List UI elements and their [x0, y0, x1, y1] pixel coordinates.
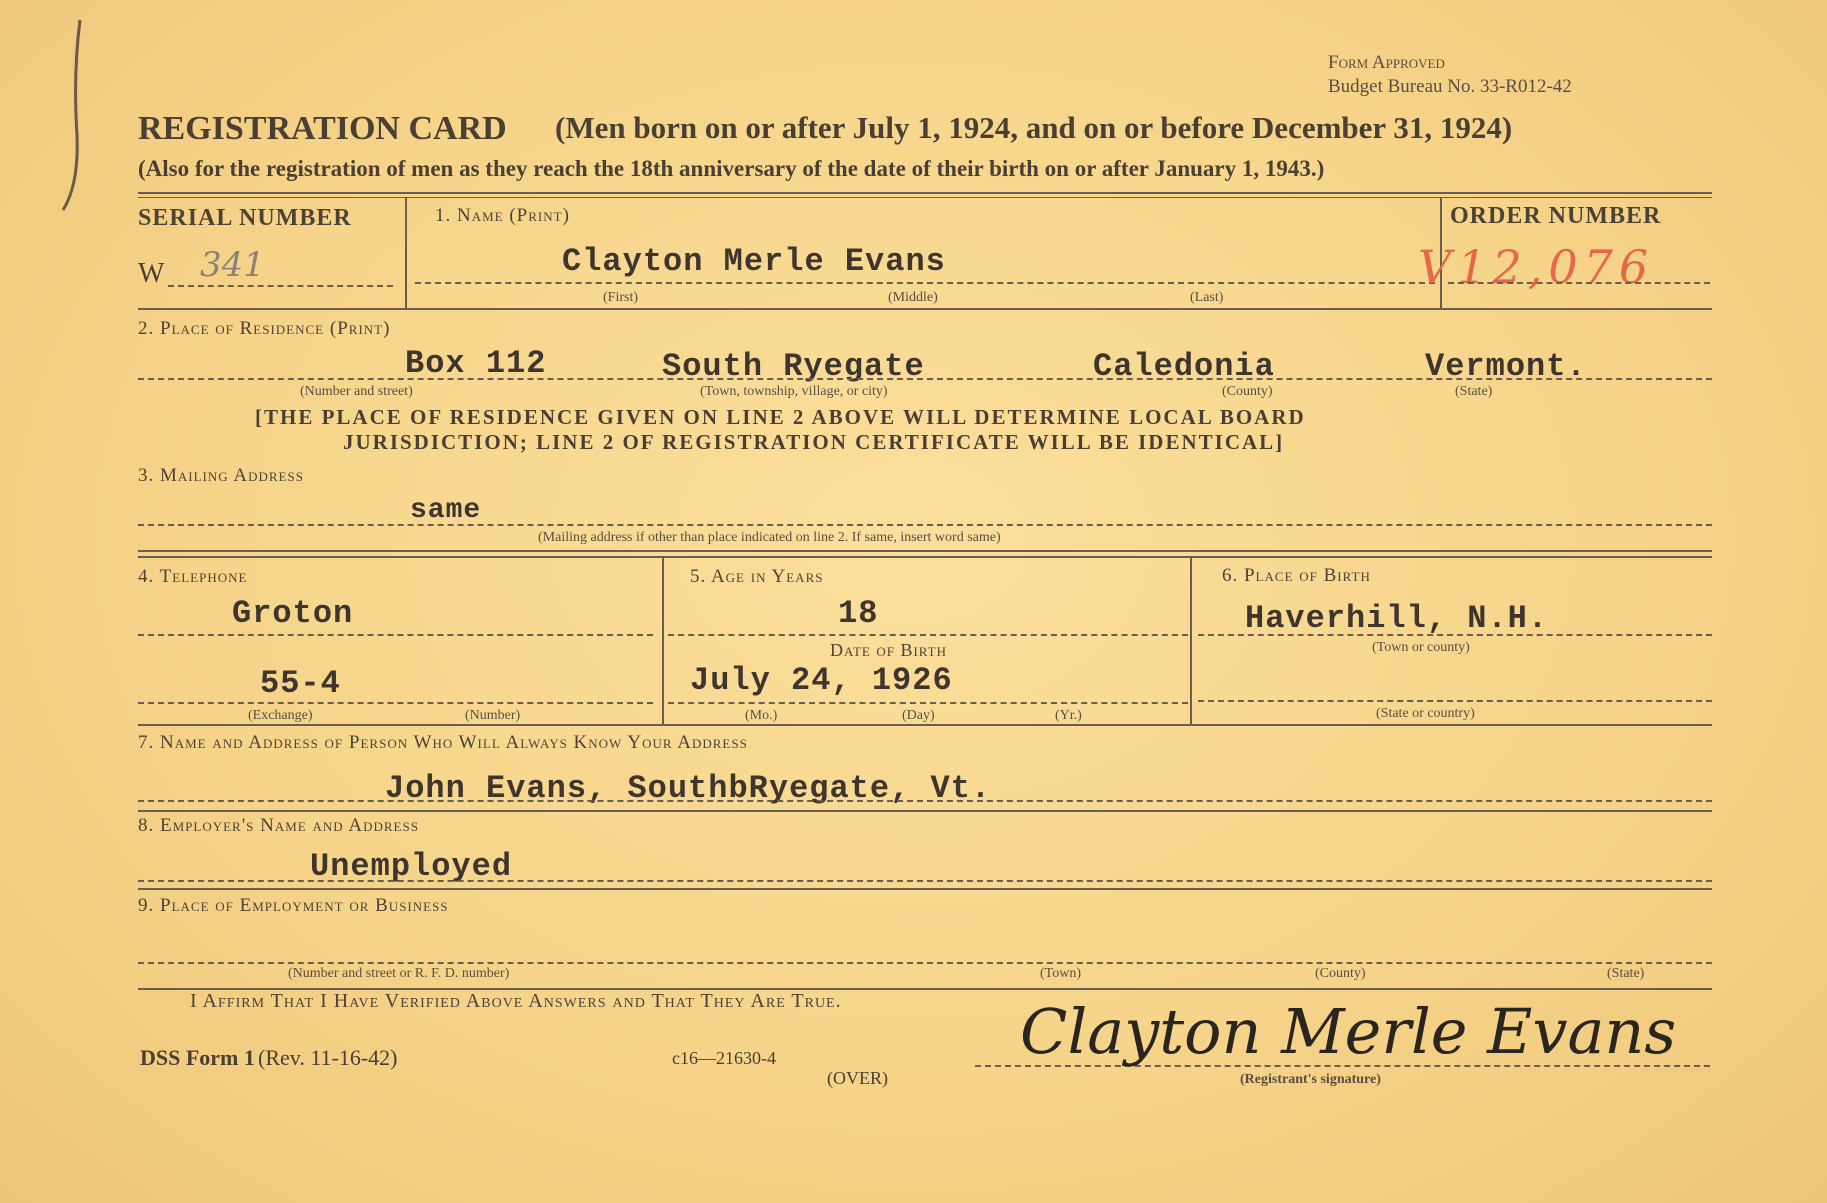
telephone-exchange-caption: (Exchange)	[248, 708, 313, 723]
order-line	[1448, 282, 1710, 284]
employer-label: 8. Employer's Name and Address	[138, 815, 419, 836]
employer-value: Unemployed	[310, 848, 513, 885]
telephone-number: 55-4	[260, 665, 341, 702]
contact-label: 7. Name and Address of Person Who Will Always Know Your Address	[138, 732, 748, 753]
dob-month-caption: (Mo.)	[745, 708, 778, 723]
employment-county-caption: (County)	[1315, 966, 1366, 981]
telephone-label: 4. Telephone	[138, 566, 248, 587]
name-line	[415, 282, 1435, 284]
birthplace-value: Haverhill, N.H.	[1245, 600, 1549, 637]
rule	[138, 724, 1712, 726]
serial-line	[168, 285, 393, 287]
dob-day-caption: (Day)	[902, 708, 935, 723]
jurisdiction-notice-2: JURISDICTION; LINE 2 OF REGISTRATION CERTIFICATE WILL BE IDENTICAL]	[343, 430, 1285, 454]
residence-street: Box 112	[405, 345, 547, 382]
dob-value: July 24, 1926	[690, 662, 953, 699]
signature-caption: (Registrant's signature)	[1240, 1072, 1381, 1087]
registrant-signature: Clayton Merle Evans	[1020, 995, 1677, 1068]
employment-label: 9. Place of Employment or Business	[138, 895, 449, 916]
mailing-line	[138, 524, 1712, 526]
margin-bracket-mark	[55, 15, 95, 215]
serial-prefix: W	[138, 258, 165, 289]
employment-town-caption: (Town)	[1040, 966, 1082, 981]
name-middle-caption: (Middle)	[888, 290, 938, 305]
name-value: Clayton Merle Evans	[562, 243, 946, 280]
form-id: DSS Form 1	[140, 1045, 255, 1070]
serial-label: SERIAL NUMBER	[138, 205, 352, 231]
residence-label: 2. Place of Residence (Print)	[138, 318, 391, 339]
rule	[138, 192, 1712, 194]
name-label: 1. Name (Print)	[435, 205, 570, 226]
residence-state-caption: (State)	[1455, 384, 1493, 399]
rule	[138, 556, 1712, 558]
employer-line	[138, 880, 1712, 882]
residence-line	[138, 378, 1712, 380]
affirmation: I Affirm That I Have Verified Above Answers and That They Are True.	[190, 990, 842, 1012]
age-label: 5. Age in Years	[690, 566, 824, 587]
employment-line	[138, 962, 1712, 964]
contact-line	[138, 800, 1712, 802]
name-last-caption: (Last)	[1190, 290, 1224, 305]
age-value: 18	[838, 595, 879, 632]
telephone-number-caption: (Number)	[465, 708, 521, 723]
residence-state: Vermont.	[1425, 348, 1587, 385]
employment-street-caption: (Number and street or R. F. D. number)	[288, 966, 510, 981]
divider	[662, 556, 664, 724]
order-label: ORDER NUMBER	[1450, 203, 1662, 229]
rule	[138, 888, 1712, 890]
serial-value: 341	[200, 245, 265, 285]
employment-state-caption: (State)	[1607, 966, 1645, 981]
telephone-line-2	[138, 702, 653, 704]
telephone-exchange: Groton	[232, 595, 354, 632]
birthplace-town-caption: (Town or county)	[1372, 640, 1470, 655]
rule	[138, 197, 1712, 198]
dob-label: Date of Birth	[830, 640, 948, 660]
card-subtitle: (Also for the registration of men as they reach the 18th anniversary of the date of their birth on or after January 1, 1943.)	[138, 156, 1325, 181]
contact-value: John Evans, SouthbRyegate, Vt.	[385, 770, 992, 807]
dob-year-caption: (Yr.)	[1055, 708, 1082, 723]
birthplace-label: 6. Place of Birth	[1222, 565, 1371, 586]
form-revision: (Rev. 11-16-42)	[258, 1045, 398, 1070]
over-notice: (OVER)	[827, 1068, 888, 1088]
residence-street-caption: (Number and street)	[300, 384, 413, 399]
birthplace-line-2	[1198, 700, 1712, 702]
rule	[138, 308, 1712, 310]
divider	[405, 198, 407, 308]
telephone-line-1	[138, 634, 653, 636]
birthplace-state-caption: (State or country)	[1376, 706, 1475, 721]
form-approved: Form Approved	[1328, 52, 1445, 73]
card-title-paren: (Men born on or after July 1, 1924, and on or before December 31, 1924)	[555, 110, 1513, 145]
card-title: REGISTRATION CARD	[138, 110, 507, 147]
residence-county: Caledonia	[1093, 348, 1275, 385]
dob-line	[668, 702, 1188, 704]
rule	[138, 810, 1712, 812]
residence-county-caption: (County)	[1222, 384, 1273, 399]
divider	[1190, 556, 1192, 724]
name-first-caption: (First)	[603, 290, 638, 305]
rule	[138, 550, 1712, 552]
age-line	[668, 634, 1188, 636]
order-value: V12,076	[1418, 240, 1655, 294]
budget-number: Budget Bureau No. 33-R012-42	[1328, 76, 1572, 97]
jurisdiction-notice-1: [THE PLACE OF RESIDENCE GIVEN ON LINE 2 ABOVE WILL DETERMINE LOCAL BOARD	[255, 405, 1306, 429]
mailing-caption: (Mailing address if other than place indicated on line 2. If same, insert word same)	[538, 530, 1001, 545]
mailing-value: same	[410, 495, 482, 526]
birthplace-line-1	[1198, 634, 1712, 636]
mailing-label: 3. Mailing Address	[138, 465, 304, 486]
residence-town: South Ryegate	[662, 348, 925, 385]
residence-town-caption: (Town, township, village, or city)	[700, 384, 888, 399]
print-code: c16—21630-4	[672, 1048, 776, 1068]
